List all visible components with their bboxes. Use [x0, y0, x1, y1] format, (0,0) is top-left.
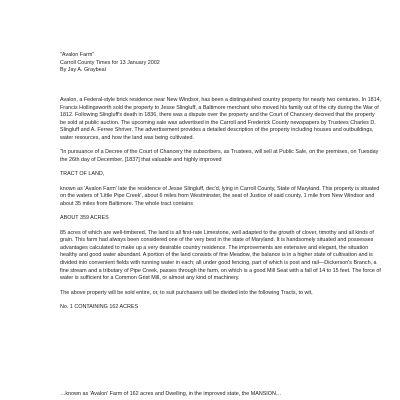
paragraph-intro: Avalon, a Federal-style brick residence near New Windsor, has been a distinguished country property for nearly two centuries. In 1814, Francis Hollingsworth sold the property to Jesse Slingluff, a Baltimore merchant who moved his family out of the city during the War of 1812. Following Slingluff's death in 1836, there was a dispute over the property and the Court of Chancery decreed that the property be sold at public auction. The upcoming sale was advertised in the Carroll and Frederick County newspapers by Trustees Charles D. Slingluff and A. Ferree Shriver. The advertisement provides a detailed description of the property including houses and outbuildings, water resources, and how the land was being cultivated.: [60, 97, 382, 141]
heading-tract-no1: No. 1 CONTAINING 162 ACRES: [60, 304, 139, 311]
article-body: [60, 97, 382, 318]
paragraph-sale-notice: "In pursuance of a Decree of the Court of Chancery the subscribers, as Trustees, will sell at Public Sale, on the premises, on Tuesday the 26th day of December, [1837] that valuable and highly improved: [60, 149, 379, 163]
cutoff-text-line: …known as 'Avalon' Farm of 162 acres and Dwelling, in the improved state, the MANSION…: [60, 391, 282, 397]
paragraph-location: known as 'Avalon Farm' late the residence of Jesse Slingluff, dec'd, lying in Carroll County, State of Maryland. This property is situated on the waters of 'Little Pipe Creek', about 6 miles from Westminster, the seat of Justice of said county, 1 mile from New Windsor and about 35 miles from Baltimore. The whole tract contains: [60, 185, 380, 207]
heading-acres: ABOUT 359 ACRES: [60, 215, 109, 222]
article-header: [60, 52, 382, 75]
paragraph-land-description: 85 acres of which are well-timbered. The land is all first-rate Limestone, well adapted to the growth of clover, timothy and all kinds of grain. This farm had always been considered one of the very best in the state of Maryland. It is handsomely situated and possesses advantages calculated to make up a very desirable country residence. The improvements are extensive and elegant, the situation healthy and good water abundant. A portion of the land consists of fine Meadow, the balance is in a higher state of cultivation and is divided into convenient fields with running water in each; all under good fencing, part of which is post and rail—Dickerson's Branch, a fine stream and a tributary of Pipe Creek, passes through the farm, on which is a good Mill Seat with a fall of 14 to 15 feet. The force of water is sufficient for a Common Grist Mill, or almost any kind of machinery.: [60, 229, 381, 282]
article-source: Carroll County Times for 13 January 2002: [60, 59, 160, 66]
article-byline: By Jay A. Graybeal: [60, 67, 106, 74]
paragraph-division: The above property will be sold entire, or, to suit purchasers will be divided into the following Tracts, to wit,: [60, 289, 313, 296]
heading-tract-of-land: TRACT OF LAND,: [60, 171, 105, 178]
article-title: "Avalon Farm": [60, 52, 95, 58]
